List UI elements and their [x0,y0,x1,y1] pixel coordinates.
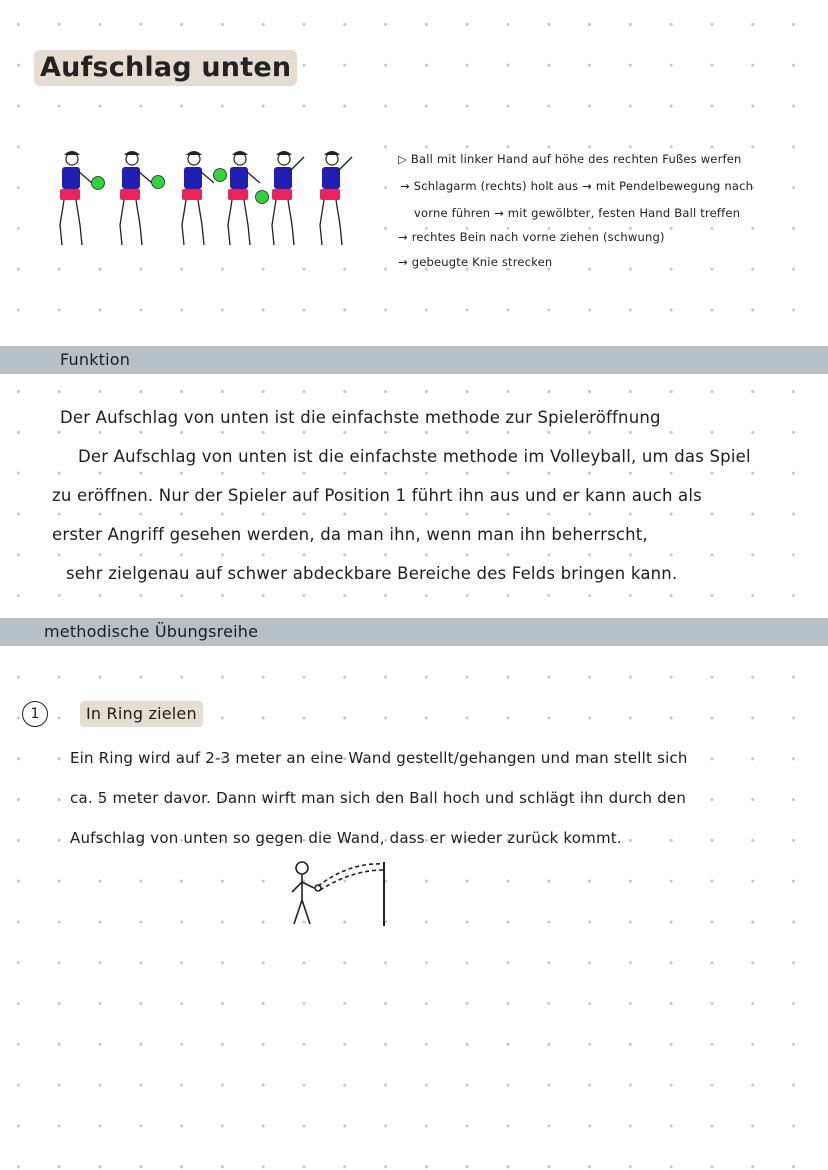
volleyball [256,191,269,204]
stick-figure-sketch [280,852,400,932]
player-shirt [274,167,292,189]
player-shirt [62,167,80,189]
player-shirt [322,167,340,189]
player-hair [276,151,292,155]
section-heading: Funktion [60,350,131,369]
step: vorne führen → mit gewölbter, festen Hand Ball treffen [414,206,741,220]
player-shirt [184,167,202,189]
volleyball [92,177,105,190]
player-arm [200,171,214,183]
section-header-uebungsreihe [0,618,828,646]
player-shorts [182,189,202,200]
player-shorts [228,189,248,200]
player-hair [324,151,340,155]
page-title: Aufschlag unten [34,50,297,86]
player-shorts [272,189,292,200]
player-arm [246,171,260,183]
step: ▷ Ball mit linker Hand auf höhe des rechten Fußes werfen [398,152,742,166]
player-legs [182,200,204,245]
player-legs [272,200,294,245]
player-shirt [122,167,140,189]
text-line: ca. 5 meter davor. Dann wirft man sich den Ball hoch und schlägt ihn durch den [70,789,687,807]
text-line: Ein Ring wird auf 2-3 meter an eine Wand gestellt/gehangen und man stellt sich [70,749,688,767]
serve-sequence-illustration [40,135,370,260]
volleyball [214,169,227,182]
player-shorts [60,189,80,200]
player-legs [120,200,142,245]
exercise-title: In Ring zielen [80,701,203,727]
step: → Schlagarm (rechts) holt aus → mit Pendelbewegung nach [400,179,754,193]
player-arm [78,171,92,183]
text-line: zu eröffnen. Nur der Spieler auf Position 1 führt ihn aus und er kann auch als [52,486,702,505]
player-arm [290,157,304,171]
exercise-description [70,738,688,858]
player-shorts [320,189,340,200]
text-line: Der Aufschlag von unten ist die einfachste methode im Volleyball, um das Spiel [78,447,751,466]
step: → gebeugte Knie strecken [398,255,553,269]
player-shirt [230,167,248,189]
text-line: Der Aufschlag von unten ist die einfachste methode zur Spieleröffnung [60,408,661,427]
player-legs [228,200,250,245]
player-hair [124,151,140,155]
text-line: erster Angriff gesehen werden, da man ihn, wenn man ihn beherrscht, [52,525,648,544]
player-arm [338,157,352,171]
player-arm [138,171,152,183]
section-header-funktion [0,346,828,374]
player-hair [186,151,202,155]
player-hair [64,151,80,155]
player-hair [232,151,248,155]
step: → rechtes Bein nach vorne ziehen (schwung) [398,230,665,244]
player-legs [60,200,82,245]
player-legs [320,200,342,245]
text-line: sehr zielgenau auf schwer abdeckbare Bereiche des Felds bringen kann. [66,564,678,583]
funktion-paragraph [52,398,751,593]
technique-steps [398,146,753,277]
exercise-number: 1 [22,701,48,727]
section-heading: methodische Übungsreihe [44,622,259,641]
player-shorts [120,189,140,200]
text-line: Aufschlag von unten so gegen die Wand, dass er wieder zurück kommt. [70,829,622,847]
volleyball [152,176,165,189]
